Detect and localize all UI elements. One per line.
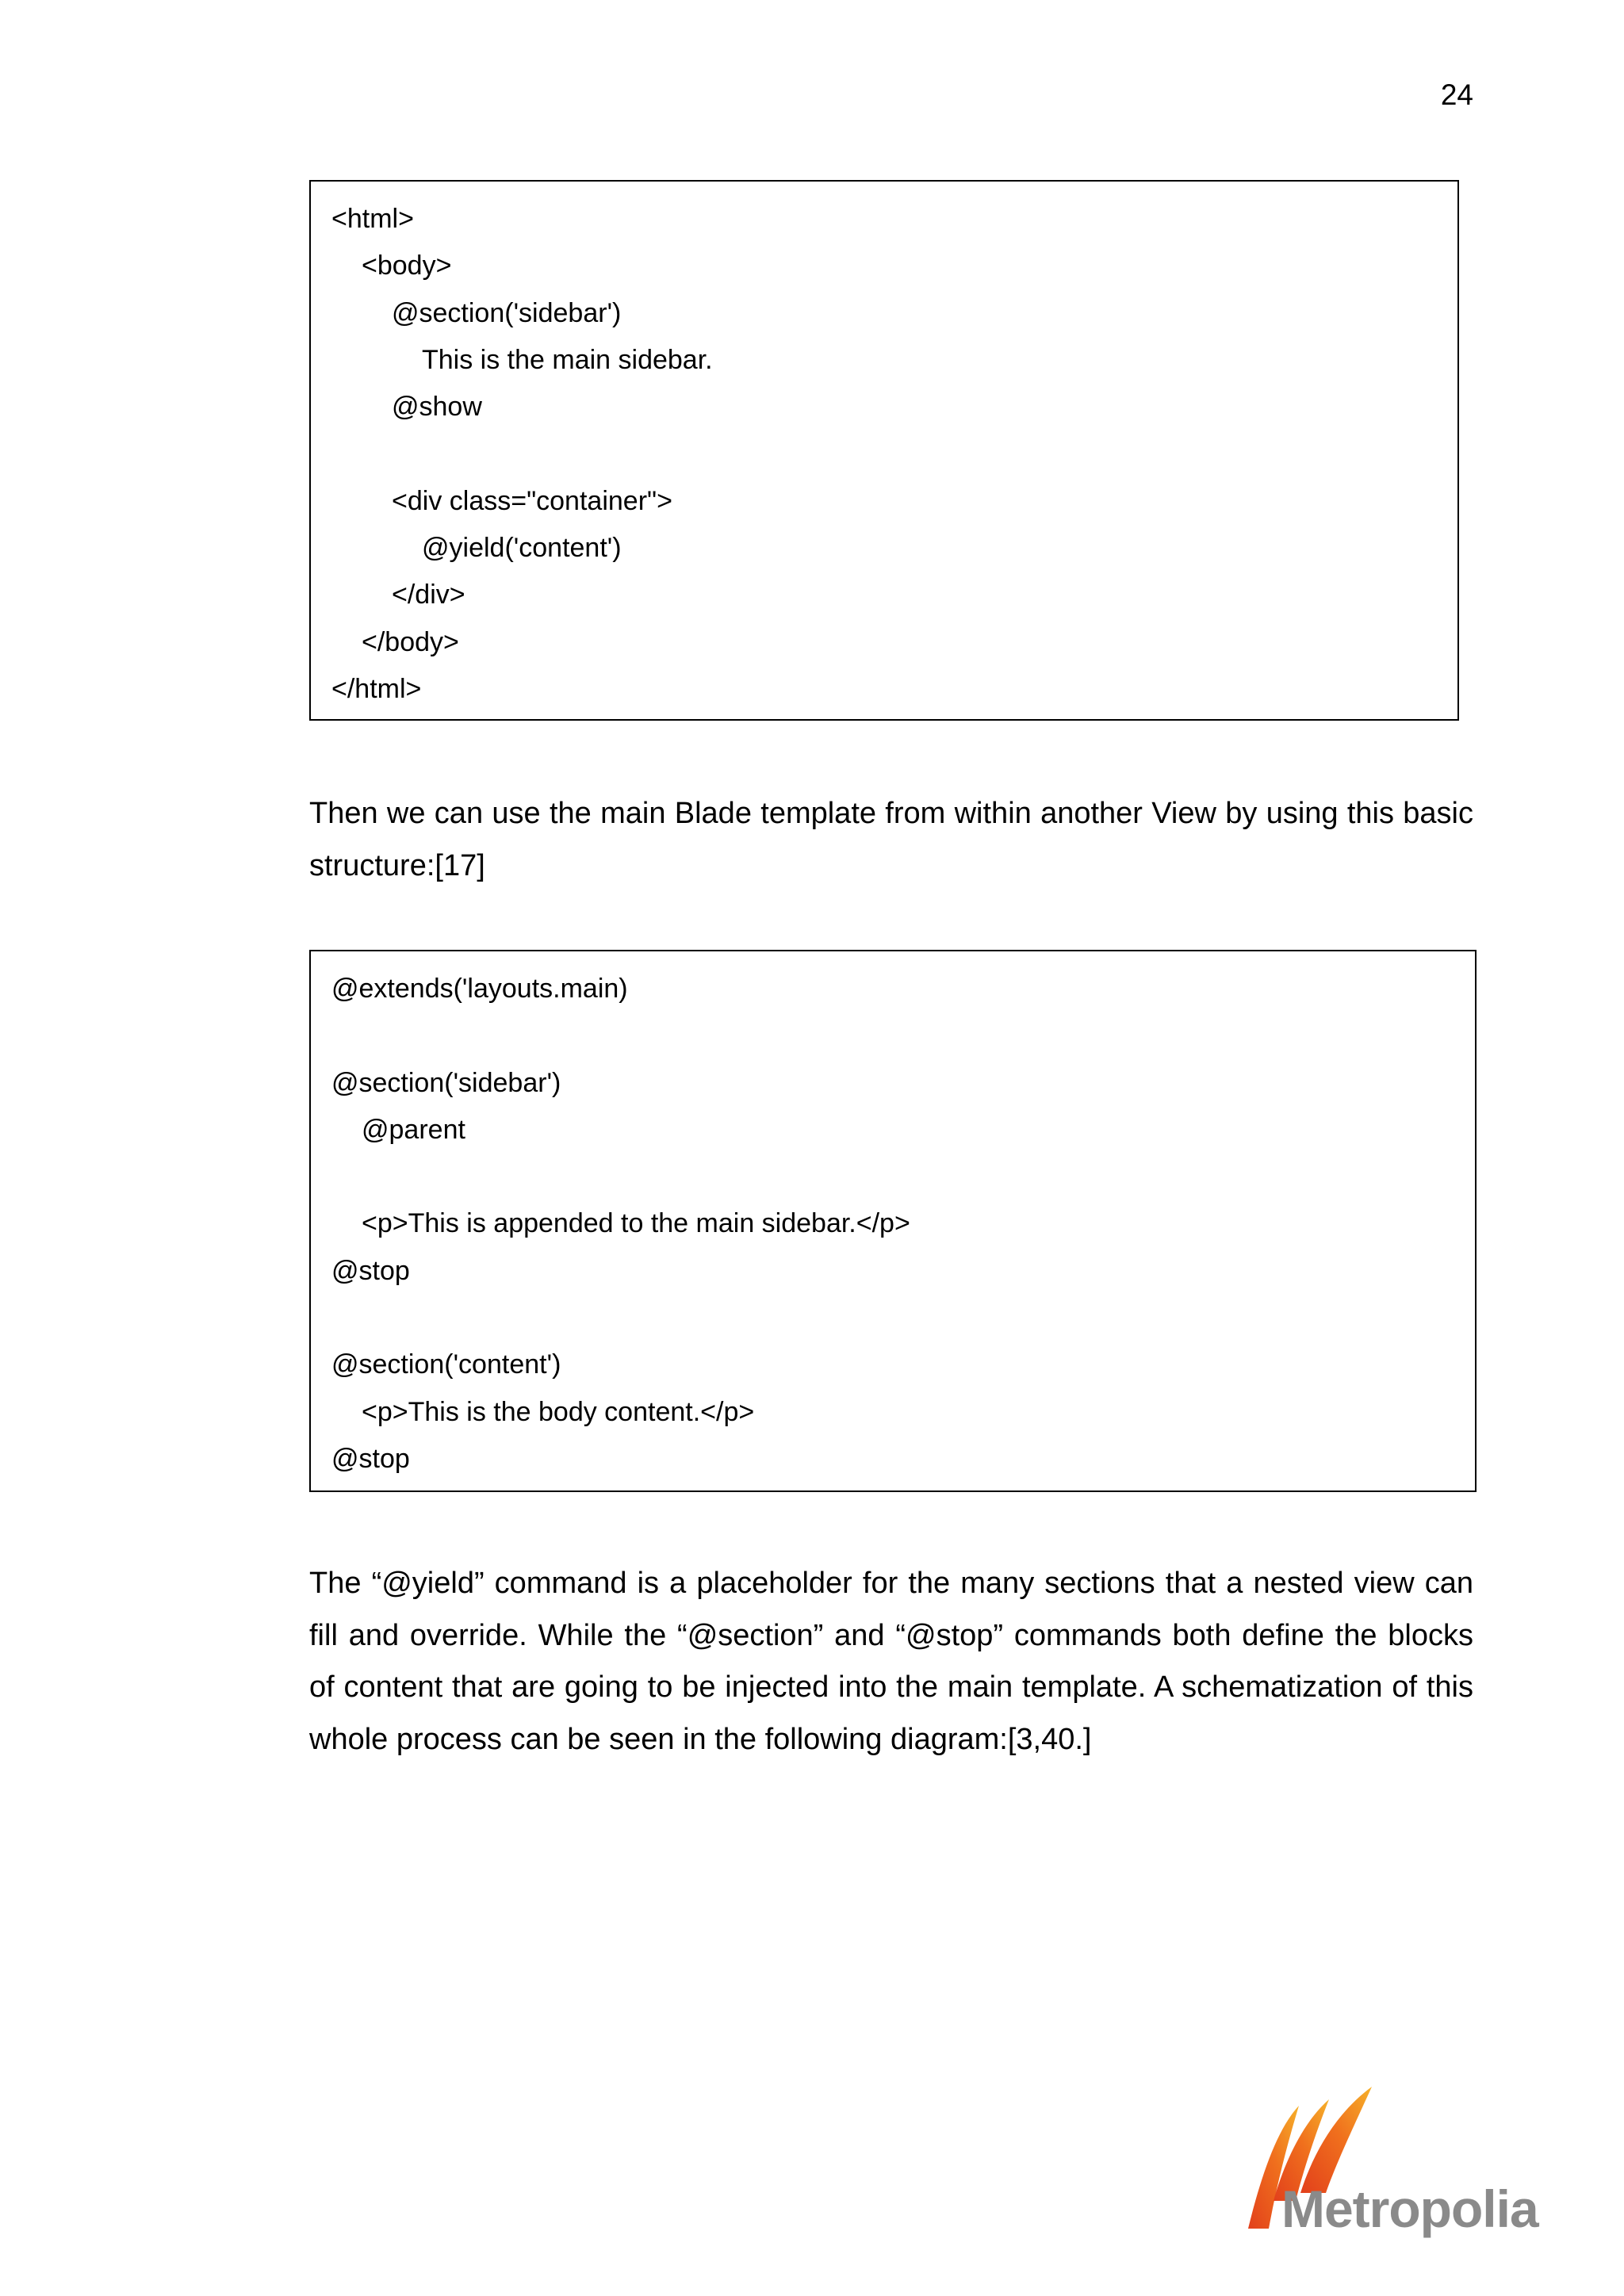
body-paragraph-explanation: The “@yield” command is a placeholder for the many sections that a nested view can fill and override. While the “@section” and “@stop” commands both define the blocks of content that are going to be injected into the main template. A schematization of this whole process can be seen in the following diagram:[3,40.] — [309, 1567, 1473, 1756]
code-line: </body> — [362, 626, 459, 657]
code-line: @section('sidebar') — [331, 1067, 561, 1098]
code-line — [331, 430, 1457, 477]
code-line: <html> — [331, 204, 414, 234]
body-paragraph-intro: Then we can use the main Blade template from within another View by using this basic structure:[17] — [309, 797, 1473, 882]
code-line — [331, 1154, 1475, 1200]
code-line — [331, 1295, 1475, 1341]
code-line: @section('sidebar') — [392, 297, 622, 328]
code-lines — [331, 196, 1457, 713]
code-line: <div class="container"> — [392, 485, 672, 516]
metropolia-logo — [1237, 2082, 1546, 2256]
code-lines — [331, 966, 1475, 1483]
code-line: <body> — [362, 251, 452, 281]
code-line: @yield('content') — [422, 533, 622, 564]
code-line: @stop — [331, 1255, 410, 1286]
code-line: <p>This is appended to the main sidebar.</p> — [362, 1208, 910, 1239]
metropolia-logo-text: Metropolia — [1281, 2179, 1538, 2238]
page-number: 24 — [1440, 78, 1473, 111]
code-line: </div> — [392, 580, 465, 610]
code-line — [331, 1012, 1475, 1059]
code-block-child-view — [309, 950, 1477, 1492]
code-line: @parent — [362, 1114, 465, 1145]
code-line: @extends('layouts.main) — [331, 974, 628, 1004]
code-line: <p>This is the body content.</p> — [362, 1396, 755, 1427]
code-line: @stop — [331, 1443, 410, 1474]
code-line: </html> — [331, 673, 422, 704]
code-line: @section('content') — [331, 1349, 561, 1380]
code-line: @show — [392, 392, 482, 423]
code-block-layout — [309, 180, 1459, 721]
code-line: This is the main sidebar. — [422, 344, 713, 375]
